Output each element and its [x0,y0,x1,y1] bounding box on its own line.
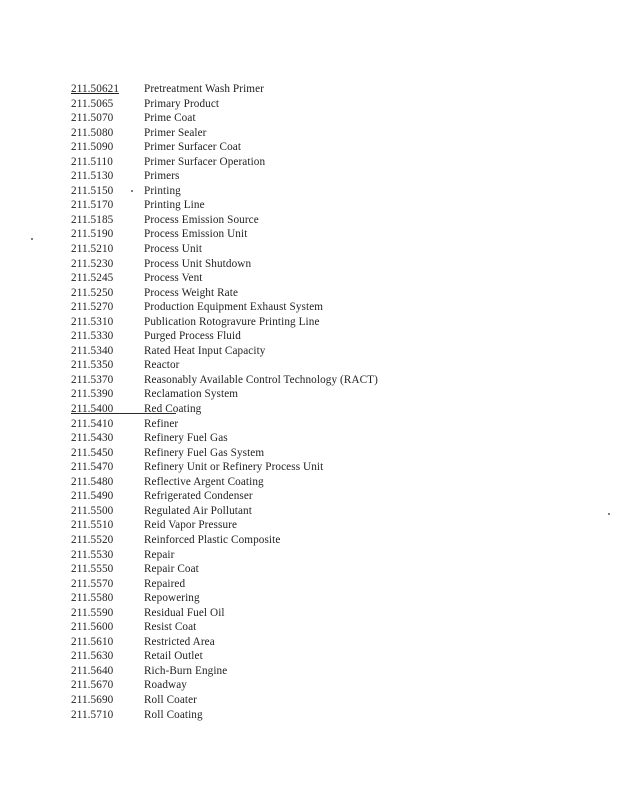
definition-row [71,257,378,272]
defined-term: Reinforced Plastic Composite [144,533,281,546]
defined-term: Resist Coat [144,621,197,634]
definition-row [71,693,378,708]
section-number: 211.5130 [71,170,114,183]
section-number: 211.5310 [71,315,114,328]
section-number: 211.5190 [71,228,114,241]
definition-row [71,82,378,97]
definition-row [71,708,378,723]
defined-term: Primary Product [144,97,220,110]
definition-row [71,548,378,563]
defined-term: Process Weight Rate [144,286,239,299]
definition-row [71,227,378,242]
definition-row [71,97,378,112]
defined-term: Primers [144,170,180,183]
defined-term: Prime Coat [144,112,196,125]
section-number: 211.5520 [71,533,114,546]
definition-row [71,475,378,490]
definition-row [71,169,378,184]
definition-row [71,111,378,126]
defined-term: Residual Fuel Oil [144,606,225,619]
section-number: 211.5500 [71,504,114,517]
definition-row [71,373,378,388]
section-number: 211.5630 [71,650,114,663]
definition-row [71,562,378,577]
section-number: 211.5150 [71,184,114,197]
defined-term: Regulated Air Pollutant [144,504,252,517]
defined-term: Repowering [144,592,200,605]
defined-term: Printing Line [144,199,205,212]
definitions-list [71,82,378,722]
section-number: 211.5245 [71,272,114,285]
scan-speck [31,238,33,240]
defined-term: Refiner [144,417,179,430]
section-number: 211.5080 [71,126,114,139]
defined-term: Retail Outlet [144,650,203,663]
defined-term: Process Unit [144,243,203,256]
definition-row [71,315,378,330]
section-number: 211.5185 [71,213,114,226]
definition-row [71,649,378,664]
definition-row [71,387,378,402]
section-number: 211.5350 [71,359,114,372]
section-number: 211.5610 [71,635,114,648]
defined-term: Reactor [144,359,180,372]
definition-row [71,504,378,519]
scan-speck [131,190,133,192]
underline-rule [71,413,176,414]
defined-term: Roll Coater [144,693,197,706]
definition-row [71,300,378,315]
defined-term: Refrigerated Condenser [144,490,253,503]
section-number: 211.5580 [71,592,114,605]
definition-row [71,606,378,621]
definition-row [71,198,378,213]
section-number: 211.5510 [71,519,114,532]
definition-row [71,664,378,679]
defined-term: Reid Vapor Pressure [144,519,238,532]
definition-row [71,489,378,504]
defined-term: Rich-Burn Engine [144,664,228,677]
section-number: 211.5330 [71,330,114,343]
definition-row [71,417,378,432]
definition-row [71,678,378,693]
section-number: 211.5400 [71,403,114,416]
defined-term: Rated Heat Input Capacity [144,344,266,357]
definition-row [71,286,378,301]
defined-term: Process Emission Source [144,213,259,226]
defined-term: Production Equipment Exhaust System [144,301,324,314]
defined-term: Repair Coat [144,563,199,576]
section-number: 211.5370 [71,373,114,386]
definition-row [71,344,378,359]
section-number: 211.5210 [71,243,114,256]
defined-term: Pretreatment Wash Primer [144,83,264,95]
section-number: 211.5550 [71,563,114,576]
section-number: 211.5480 [71,475,114,488]
defined-term: Printing [144,184,181,197]
defined-term: Refinery Fuel Gas System [144,446,265,459]
section-number: 211.5430 [71,432,114,445]
defined-term: Reclamation System [144,388,239,401]
definition-row [71,402,378,417]
definition-row [71,140,378,155]
defined-term: Roll Coating [144,708,203,721]
definition-row [71,242,378,257]
section-number: 211.50621 [71,83,120,95]
defined-term: Primer Sealer [144,126,207,139]
defined-term: Refinery Fuel Gas [144,432,228,445]
definition-row [71,460,378,475]
definition-row [71,533,378,548]
section-number: 211.5110 [71,155,113,168]
section-number: 211.5090 [71,141,114,154]
defined-term: Red Coating [144,403,202,416]
section-number: 211.5470 [71,461,114,474]
section-number: 211.5250 [71,286,114,299]
definition-row [71,591,378,606]
section-number: 211.5690 [71,693,114,706]
section-number: 211.5640 [71,664,114,677]
definition-row [71,620,378,635]
definition-row [71,635,378,650]
section-number: 211.5600 [71,621,114,634]
section-number: 211.5490 [71,490,114,503]
definition-row [71,271,378,286]
defined-term: Refinery Unit or Refinery Process Unit [144,461,324,474]
defined-term: Process Emission Unit [144,228,248,241]
definition-row [71,329,378,344]
definition-row [71,155,378,170]
defined-term: Reflective Argent Coating [144,475,264,488]
defined-term: Process Vent [144,272,203,285]
section-number: 211.5710 [71,708,114,721]
definition-row [71,446,378,461]
section-number: 211.5590 [71,606,114,619]
section-number: 211.5450 [71,446,114,459]
section-number: 211.5570 [71,577,114,590]
defined-term: Repair [144,548,175,561]
defined-term: Primer Surfacer Operation [144,155,266,168]
section-number: 211.5070 [71,112,114,125]
scan-speck [608,513,610,515]
defined-term: Purged Process Fluid [144,330,241,343]
definition-row [71,213,378,228]
defined-term: Repaired [144,577,186,590]
defined-term: Process Unit Shutdown [144,257,252,270]
section-number: 211.5170 [71,199,114,212]
section-number: 211.5410 [71,417,114,430]
section-number: 211.5230 [71,257,114,270]
definition-row [71,358,378,373]
definition-row [71,126,378,141]
definition-row [71,518,378,533]
section-number: 211.5670 [71,679,114,692]
defined-term: Restricted Area [144,635,215,648]
section-number: 211.5530 [71,548,114,561]
defined-term: Primer Surfacer Coat [144,141,242,154]
section-number: 211.5390 [71,388,114,401]
definition-row [71,184,378,199]
definition-row [71,431,378,446]
section-number: 211.5340 [71,344,114,357]
section-number: 211.5270 [71,301,114,314]
defined-term: Publication Rotogravure Printing Line [144,315,320,328]
defined-term: Roadway [144,679,187,692]
section-number: 211.5065 [71,97,114,110]
defined-term: Reasonably Available Control Technology (RACT) [144,373,378,386]
definition-row [71,577,378,592]
